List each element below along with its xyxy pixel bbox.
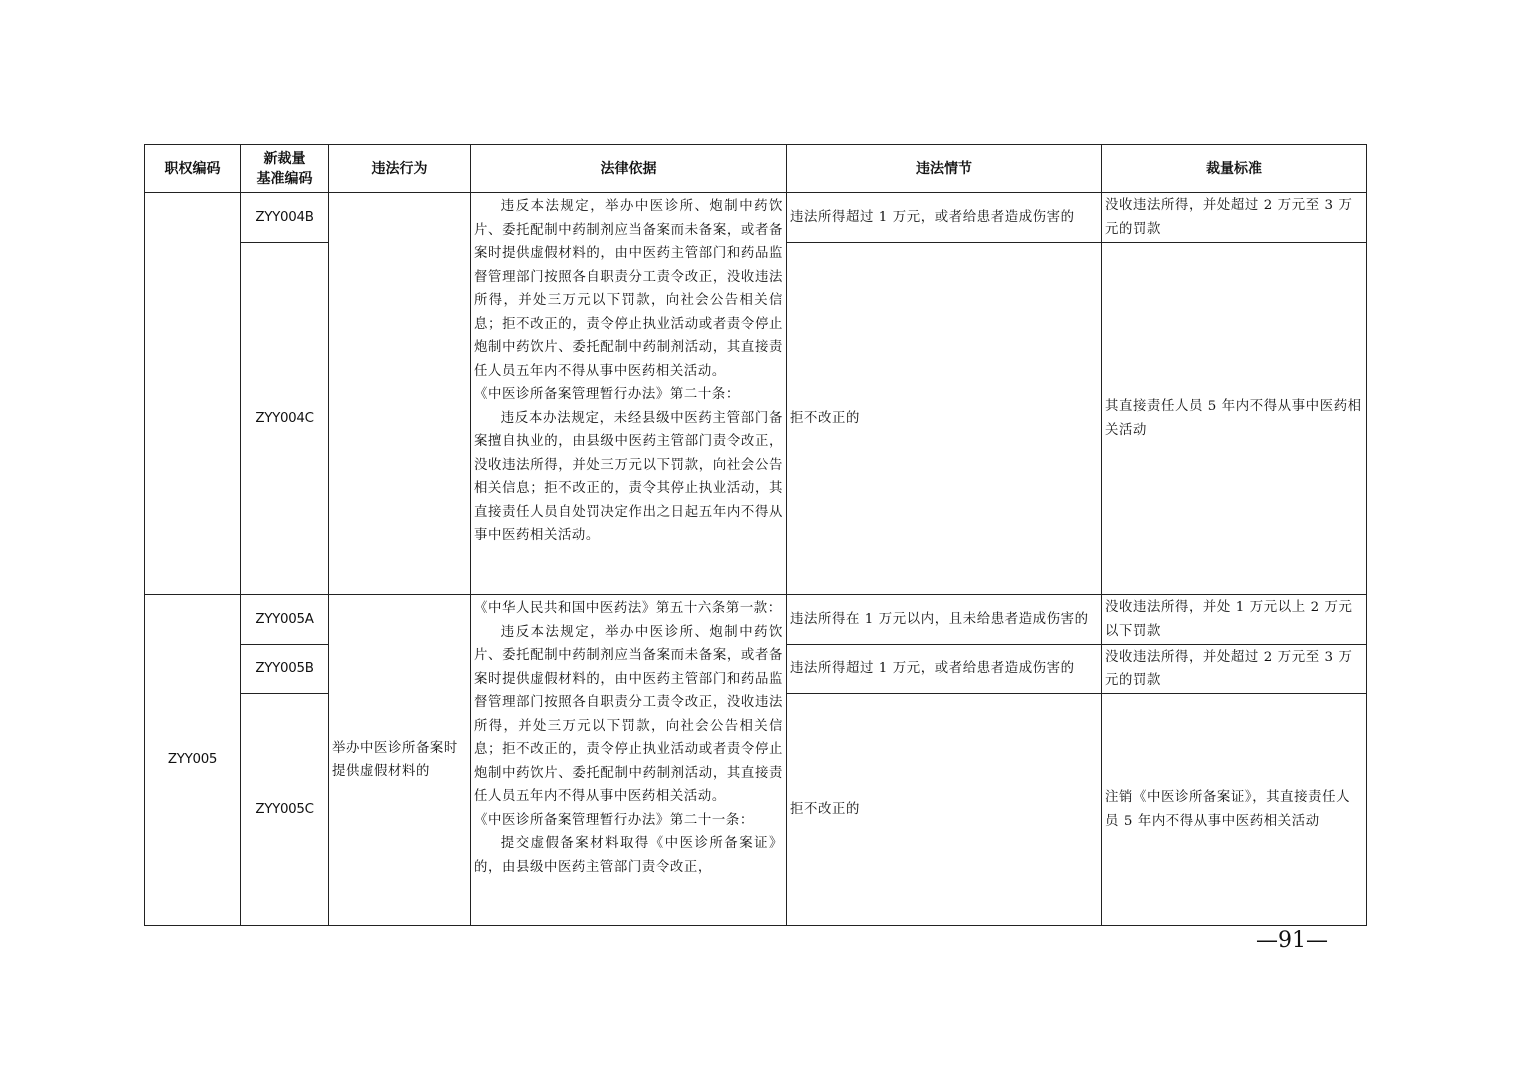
new-code-cell: ZYY004C — [241, 243, 329, 595]
new-code-cell: ZYY004B — [241, 193, 329, 243]
law-paragraph: 《中医诊所备案管理暂行办法》第二十一条： — [474, 812, 754, 828]
law-paragraph: 《中华人民共和国中医药法》第五十六条第一款： — [474, 601, 782, 616]
authority-code-cell: ZYY005 — [145, 595, 241, 926]
standard-cell: 没收违法所得，并处 1 万元以上 2 万元以下罚款 — [1102, 595, 1367, 645]
law-paragraph: 提交虚假备案材料取得《中医诊所备案证》的，由县级中医药主管部门责令改正， — [474, 836, 783, 875]
standard-cell: 其直接责任人员 5 年内不得从事中医药相关活动 — [1102, 243, 1367, 595]
standard-cell: 没收违法所得，并处超过 2 万元至 3 万元的罚款 — [1102, 193, 1367, 243]
discretion-standard-table — [144, 144, 1367, 926]
table-header-row — [145, 145, 1367, 193]
violation-cell: 举办中医诊所备案时提供虚假材料的 — [329, 595, 471, 926]
law-paragraph: 《中医诊所备案管理暂行办法》第二十条： — [474, 387, 740, 402]
legal-basis-cell — [471, 193, 787, 595]
header-legal-basis: 法律依据 — [471, 145, 787, 193]
new-code-cell: ZYY005A — [241, 595, 329, 645]
circumstance-cell: 拒不改正的 — [787, 694, 1102, 926]
circumstance-cell: 违法所得超过 1 万元，或者给患者造成伤害的 — [787, 193, 1102, 243]
law-paragraph: 违反本法规定，举办中医诊所、炮制中药饮片、委托配制中药制剂应当备案而未备案，或者备案时提供虚假材料的，由中医药主管部门和药品监督管理部门按照各自职责分工责令改正，没收违法所得，并处三万元以下罚款，向社会公告相关信息；拒不改正的，责令停止执业活动或者责令停止炮制中药饮片、委托配制中药制剂活动，其直接责任人员五年内不得从事中医药相关活动。 — [474, 624, 783, 804]
violation-cell-empty — [329, 193, 471, 595]
header-circumstance: 违法情节 — [787, 145, 1102, 193]
new-code-cell: ZYY005C — [241, 694, 329, 926]
table-row — [145, 595, 1367, 645]
standard-cell: 注销《中医诊所备案证》，其直接责任人员 5 年内不得从事中医药相关活动 — [1102, 694, 1367, 926]
table-row — [145, 193, 1367, 243]
standard-cell: 没收违法所得，并处超过 2 万元至 3 万元的罚款 — [1102, 645, 1367, 694]
header-violation: 违法行为 — [329, 145, 471, 193]
authority-code-cell-empty — [145, 193, 241, 595]
law-paragraph: 违反本办法规定，未经县级中医药主管部门备案擅自执业的，由县级中医药主管部门责令改正，没收违法所得，并处三万元以下罚款，向社会公告相关信息；拒不改正的，责令其停止执业活动，其直接责任人员自处罚决定作出之日起五年内不得从事中医药相关活动。 — [474, 410, 783, 543]
circumstance-cell: 违法所得超过 1 万元，或者给患者造成伤害的 — [787, 645, 1102, 694]
header-authority-code: 职权编码 — [145, 145, 241, 193]
new-code-cell: ZYY005B — [241, 645, 329, 694]
circumstance-cell: 违法所得在 1 万元以内，且未给患者造成伤害的 — [787, 595, 1102, 645]
law-paragraph: 违反本法规定，举办中医诊所、炮制中药饮片、委托配制中药制剂应当备案而未备案，或者备案时提供虚假材料的，由中医药主管部门和药品监督管理部门按照各自职责分工责令改正，没收违法所得，并处三万元以下罚款，向社会公告相关信息；拒不改正的，责令停止执业活动或者责令停止炮制中药饮片、委托配制中药制剂活动，其直接责任人员五年内不得从事中医药相关活动。 — [474, 199, 783, 379]
header-new-code: 新裁量 基准编码 — [241, 145, 329, 193]
circumstance-cell: 拒不改正的 — [787, 243, 1102, 595]
header-standard: 裁量标准 — [1102, 145, 1367, 193]
page-number: —91— — [1256, 928, 1328, 953]
legal-basis-cell — [471, 595, 787, 926]
